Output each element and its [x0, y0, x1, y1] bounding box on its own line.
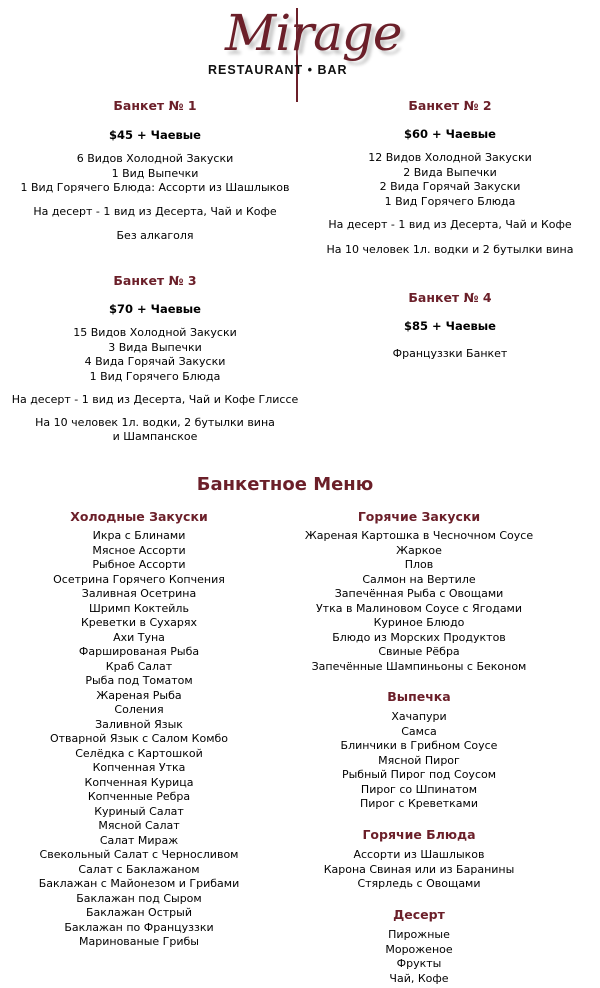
banquet-line: Француззки Банкет [392, 347, 508, 360]
banquet-line: 1 Вид Выпечки [111, 166, 199, 180]
menu-title: Банкетное Меню [196, 474, 374, 495]
menu-item: Свекольный Салат с Черносливом [39, 848, 239, 861]
menu-item: Фрукты [396, 957, 442, 970]
banquet-line: 1 Вид Горячего Блюда [384, 194, 516, 208]
banquet-price: $60 + Чаевые [404, 127, 496, 141]
banquet-price: $70 + Чаевые [109, 302, 201, 316]
menu-item: Салат с Баклажаном [78, 862, 200, 876]
menu-item: Запечённые Шампиньоны с Беконом [311, 659, 527, 673]
banquet-line: 3 Вида Выпечки [108, 340, 202, 354]
banquet-line: 1 Вид Горячего Блюда: Ассорти из Шашлыков [20, 181, 290, 194]
menu-item: Ассорти из Шашлыков [353, 848, 485, 861]
menu-item: Копченные Ребра [87, 790, 191, 803]
menu-item: Салат Мираж [99, 833, 179, 847]
menu-item: Чай, Кофе [389, 971, 449, 985]
banquet-price: $45 + Чаевые [109, 128, 201, 142]
menu-item: Баклажан по Француззки [64, 920, 214, 934]
section-title: Горячие Закуски [357, 509, 481, 524]
section-title: Десерт [393, 907, 445, 922]
menu-item: Пирожные [388, 928, 450, 941]
menu-item: Соления [114, 703, 164, 716]
banquet-3 [5, 273, 305, 445]
menu-item: Хачапури [391, 710, 447, 723]
menu-item: Маринованые Грибы [79, 935, 199, 948]
banquet-title: Банкет № 4 [408, 290, 492, 305]
banquet-line: 12 Видов Холодной Закуски [368, 151, 532, 164]
banquet-title: Банкет № 3 [113, 273, 197, 288]
banquet-dessert: На десерт - 1 вид из Десерта, Чай и Кофе Глиссе [11, 393, 299, 406]
menu-item: Мясной Салат [98, 819, 180, 832]
menu-item: Утка в Малиновом Соусе с Ягодами [315, 601, 523, 615]
menu-item: Жареная Картошка в Чесночном Соусе [304, 529, 534, 542]
banquet-title: Банкет № 1 [113, 98, 197, 113]
menu-item: Краб Салат [105, 659, 173, 673]
cold-appetizers [0, 509, 278, 950]
section-title: Выпечка [387, 689, 451, 704]
menu-item: Самса [401, 724, 437, 738]
menu-item: Куриный Салат [94, 804, 184, 818]
menu-item: Баклажан под Сыром [76, 891, 202, 905]
banquet-drinks: На 10 человек 1л. водки, 2 бутылки вина [35, 415, 275, 429]
menu-item: Осетрина Горячего Копчения [53, 572, 225, 586]
menu-item: Карона Свиная или из Баранины [323, 862, 515, 876]
menu-item: Салмон на Вертиле [362, 572, 476, 586]
logo-name: Mirage [225, 4, 402, 62]
banquet-line: 1 Вид Горячего Блюда [89, 369, 221, 383]
banquet-1 [5, 98, 305, 244]
banquet-title: Банкет № 2 [408, 98, 492, 113]
banquet-drinks: Без алкаголя [116, 229, 194, 242]
banquet-2 [300, 98, 600, 257]
menu-item: Ахи Туна [113, 630, 165, 644]
menu-item: Свиные Рёбра [378, 645, 460, 658]
banquet-dessert: На десерт - 1 вид из Десерта, Чай и Кофе [33, 204, 277, 218]
banquet-price: $85 + Чаевые [404, 319, 496, 333]
menu-item: Баклажан с Майонезом и Грибами [38, 877, 240, 890]
menu-item: Запечённая Рыба с Овощами [334, 587, 504, 600]
banquet-line: 6 Видов Холодной Закуски [76, 152, 234, 165]
dessert [290, 907, 548, 986]
section-title: Горячие Блюда [362, 827, 476, 842]
menu-item: Мясной Пирог [378, 753, 460, 767]
section-title: Холодные Закуски [70, 509, 208, 524]
menu-item: Мороженое [385, 942, 453, 956]
banquet-drinks: и Шампанское [112, 430, 198, 443]
banquet-4 [300, 290, 600, 362]
logo-subtitle: RESTAURANT • BAR [208, 63, 348, 77]
menu-item: Жареная Рыба [96, 688, 182, 702]
menu-item: Блюдо из Морских Продуктов [332, 630, 506, 644]
menu-item: Копченная Курица [84, 775, 194, 789]
hot-appetizers [290, 509, 548, 674]
menu-item: Стярледь с Овощами [357, 877, 481, 890]
banquet-line: 2 Вида Выпечки [403, 165, 497, 179]
menu-item: Блинчики в Грибном Соусе [340, 739, 498, 752]
pastry [290, 689, 548, 812]
menu-item: Заливная Осетрина [81, 587, 197, 600]
menu-item: Икра с Блинами [92, 529, 186, 542]
banquet-line: 15 Видов Холодной Закуски [73, 326, 237, 339]
menu-item: Заливной Язык [95, 717, 183, 731]
banquet-line: 4 Вида Горячай Закуски [84, 355, 226, 368]
menu-item: Креветки в Сухарях [80, 616, 198, 629]
menu-item: Пирог с Креветками [359, 797, 478, 810]
menu-item: Баклажан Острый [86, 906, 192, 919]
menu-item: Отварной Язык с Салом Комбо [49, 732, 229, 745]
menu-item: Фаршированая Рыба [78, 645, 200, 658]
menu-item: Мясное Ассорти [92, 543, 186, 557]
menu-item: Жаркое [396, 543, 442, 557]
menu-item: Рыба под Томатом [85, 674, 193, 687]
menu-item: Копченная Утка [92, 761, 186, 774]
menu-item: Пирог со Шпинатом [360, 782, 478, 796]
menu-item: Рыбное Ассорти [92, 558, 186, 571]
banquet-dessert: На десерт - 1 вид из Десерта, Чай и Кофе [328, 218, 572, 231]
menu-item: Селёдка с Картошкой [75, 746, 203, 760]
menu-item: Плов [404, 558, 434, 571]
banquet-drinks: На 10 человек 1л. водки и 2 бутылки вина [326, 242, 574, 256]
menu-item: Шримп Коктейль [89, 601, 189, 615]
menu-item: Рыбный Пирог под Соусом [341, 768, 497, 781]
menu-item: Куриное Блюдо [373, 616, 465, 629]
banquet-line: 2 Вида Горячай Закуски [379, 180, 521, 193]
hot-dishes [290, 827, 548, 892]
logo [200, 0, 400, 110]
